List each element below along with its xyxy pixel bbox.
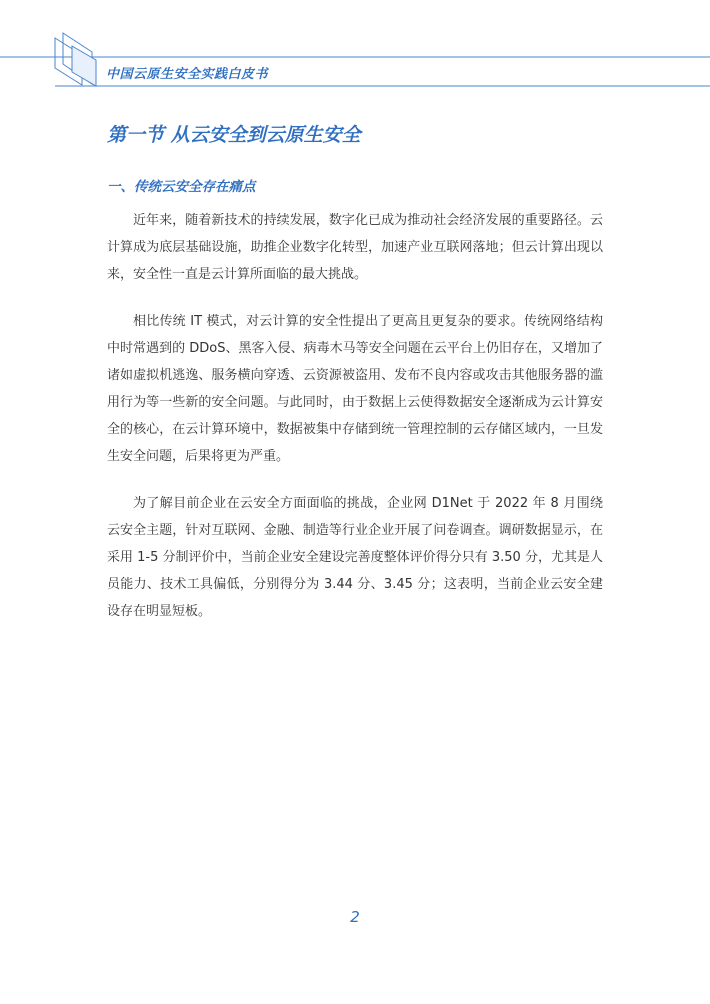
section-title: 第一节 从云安全到云原生安全	[107, 124, 361, 146]
page-number: 2	[350, 908, 360, 926]
page-header	[0, 0, 710, 100]
header-decoration-icon	[0, 0, 710, 100]
header-title: 中国云原生安全实践白皮书	[106, 67, 269, 82]
body-paragraph: 为了解目前企业在云安全方面面临的挑战，企业网 D1Net 于 2022 年 8 月围绕云安全主题，针对互联网、金融、制造等行业企业开展了问卷调查。调研数据显示，在采用 1-5 分制评价中，当前企业安全建设完善度整体评价得分只有 3.50 分，尤其是人员能力、技术工具偏低，分别得分为 3.44 分、3.45 分；这表明，当前企业云安全建设存在明显短板。	[107, 496, 603, 619]
subsection-title: 一、传统云安全存在痛点	[107, 179, 256, 195]
body-paragraph: 近年来，随着新技术的持续发展，数字化已成为推动社会经济发展的重要路径。云计算成为底层基础设施，助推企业数字化转型，加速产业互联网落地；但云计算出现以来，安全性一直是云计算所面临的最大挑战。	[107, 213, 603, 282]
body-paragraph: 相比传统 IT 模式，对云计算的安全性提出了更高且更复杂的要求。传统网络结构中时常遇到的 DDoS、黑客入侵、病毒木马等安全问题在云平台上仍旧存在，又增加了诸如虚拟机逃逸、服务横向穿透、云资源被盗用、发布不良内容或攻击其他服务器的滥用行为等一些新的安全问题。与此同时，由于数据上云使得数据安全逐渐成为云计算安全的核心，在云计算环境中，数据被集中存储到统一管理控制的云存储区域内，一旦发生安全问题，后果将更为严重。	[107, 314, 603, 464]
